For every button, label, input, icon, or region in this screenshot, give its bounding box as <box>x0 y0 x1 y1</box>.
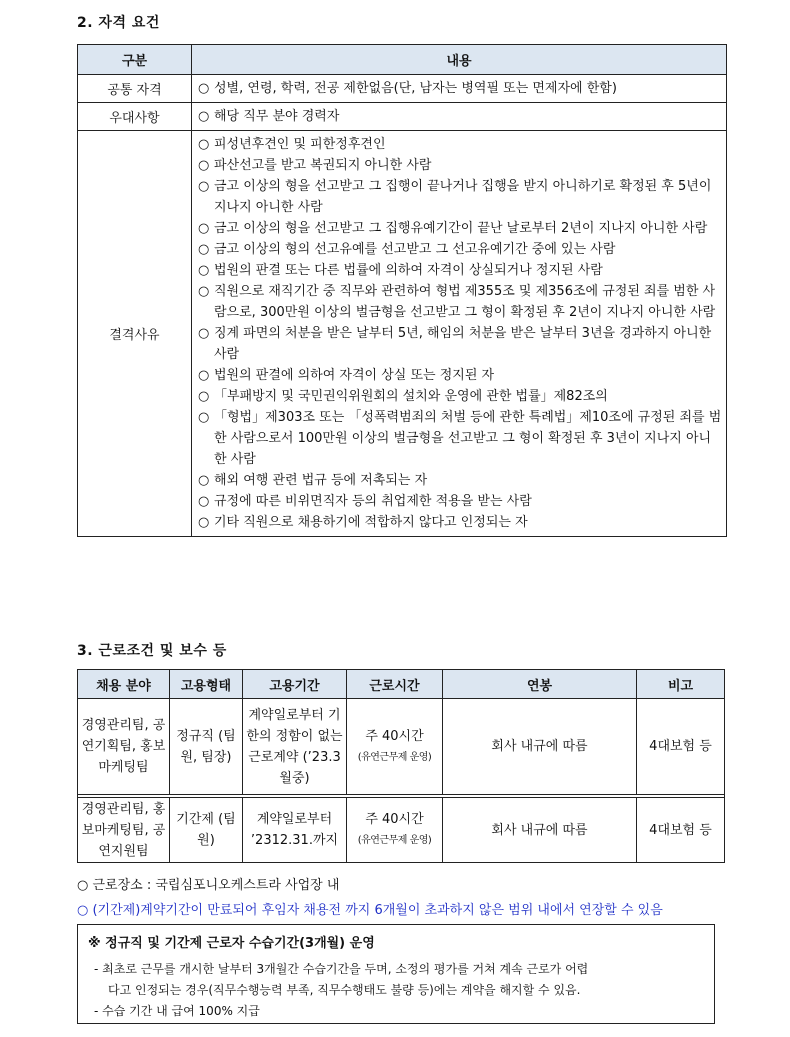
bullet-icon: ○ <box>198 263 210 278</box>
work-location-note: ○ 근로장소 : 국립심포니오케스트라 사업장 내 <box>77 878 340 893</box>
bullet-icon: ○ <box>198 158 210 173</box>
cell-type: 정규직 (팀원, 팀장) <box>170 699 243 795</box>
header-hours: 근로시간 <box>347 670 443 699</box>
header-period: 고용기간 <box>243 670 347 699</box>
cell-salary: 회사 내규에 따름 <box>443 798 637 863</box>
bullet-icon: ○ <box>198 179 210 194</box>
list-item <box>198 365 722 386</box>
cell-salary: 회사 내규에 따름 <box>443 699 637 795</box>
bullet-icon: ○ <box>198 410 210 425</box>
row-label-preferred: 우대사항 <box>78 103 192 131</box>
bullet-icon: ○ <box>198 284 210 299</box>
cell-period: 계약일로부터 ’2312.31.까지 <box>243 798 347 863</box>
table-row <box>78 75 727 103</box>
table-row <box>78 798 725 863</box>
list-item <box>198 260 722 281</box>
list-item <box>198 281 722 323</box>
list-item <box>198 323 722 365</box>
list-item <box>198 176 722 218</box>
bullet-icon: ○ <box>198 221 210 236</box>
bullet-icon: ○ <box>198 389 210 404</box>
list-item <box>198 78 722 99</box>
row-content-common <box>192 75 727 103</box>
bullet-icon: ○ <box>198 326 210 341</box>
list-item <box>198 239 722 260</box>
list-item <box>198 491 722 512</box>
table-row <box>78 131 727 537</box>
header-note: 비고 <box>637 670 725 699</box>
list-item-text: 금고 이상의 형을 선고받고 그 집행유예기간이 끝난 날로부터 2년이 지나지 아니한 사람 <box>214 221 708 236</box>
bullet-icon: ○ <box>198 515 210 530</box>
cell-type: 기간제 (팀원) <box>170 798 243 863</box>
list-item-text: 파산선고를 받고 복권되지 아니한 사람 <box>214 158 432 173</box>
cell-field: 경영관리팀, 공연기획팀, 홍보마케팅팀 <box>78 699 170 795</box>
contract-extension-note: ○ (기간제)계약기간이 만료되어 후임자 채용전 까지 6개월이 초과하지 않은 범위 내에서 연장할 수 있음 <box>77 903 663 918</box>
bullet-icon: ○ <box>198 242 210 257</box>
bullet-icon: ○ <box>198 81 210 96</box>
header-type: 고용형태 <box>170 670 243 699</box>
cell-note: 4대보험 등 <box>637 798 725 863</box>
list-item <box>198 386 722 407</box>
hours-note: (유연근무제 운영) <box>357 751 432 763</box>
list-item <box>198 407 722 470</box>
list-item-text: 법원의 판결 또는 다른 법률에 의하여 자격이 상실되거나 정지된 사람 <box>214 263 603 278</box>
list-item-text: 해외 여행 관련 법규 등에 저촉되는 자 <box>214 473 428 488</box>
list-item-text: 해당 직무 분야 경력자 <box>214 109 340 124</box>
list-item <box>198 134 722 155</box>
cell-hours <box>347 798 443 863</box>
list-item-text: 금고 이상의 형을 선고받고 그 집행이 끝나거나 집행을 받지 아니하기로 확정된 후 5년이 지나지 아니한 사람 <box>214 179 712 215</box>
table-row <box>78 699 725 795</box>
row-content-preferred <box>192 103 727 131</box>
probation-line-1: - 최초로 근무를 개시한 날부터 3개월간 수습기간을 두며, 소정의 평가를 거쳐 계속 근로가 어렵 <box>94 962 589 976</box>
probation-title: ※ 정규직 및 기간제 근로자 수습기간(3개월) 운영 <box>88 936 375 951</box>
list-item <box>198 470 722 491</box>
cell-period: 계약일로부터 기한의 정함이 없는 근로계약 (’23.3월중) <box>243 699 347 795</box>
header-field: 채용 분야 <box>78 670 170 699</box>
cell-field: 경영관리팀, 홍보마케팅팀, 공연지원팀 <box>78 798 170 863</box>
cell-hours <box>347 699 443 795</box>
probation-box <box>77 924 715 1024</box>
bullet-icon: ○ <box>198 368 210 383</box>
header-content: 내용 <box>192 45 727 75</box>
row-label-common: 공통 자격 <box>78 75 192 103</box>
list-item-text: 성별, 연령, 학력, 전공 제한없음(단, 남자는 병역필 또는 면제자에 한함) <box>214 81 617 96</box>
cell-note: 4대보험 등 <box>637 699 725 795</box>
list-item-text: 규정에 따른 비위면직자 등의 취업제한 적용을 받는 사람 <box>214 494 532 509</box>
bullet-icon: ○ <box>198 109 210 124</box>
list-item <box>198 218 722 239</box>
bullet-icon: ○ <box>198 137 210 152</box>
list-item <box>198 512 722 533</box>
list-item-text: 피성년후견인 및 피한정후견인 <box>214 137 386 152</box>
bullet-icon: ○ <box>198 494 210 509</box>
list-item-text: 기타 직원으로 채용하기에 적합하지 않다고 인정되는 자 <box>214 515 528 530</box>
row-content-disqualification <box>192 131 727 537</box>
section3-title: 3. 근로조건 및 보수 등 <box>77 643 227 659</box>
list-item-text: 징계 파면의 처분을 받은 날부터 5년, 해임의 처분을 받은 날부터 3년을 경과하지 아니한 사람 <box>214 326 712 362</box>
section2-title: 2. 자격 요건 <box>77 15 160 31</box>
probation-line-2: 다고 인정되는 경우(직무수행능력 부족, 직무수행태도 불량 등)에는 계약을 해지할 수 있음. <box>108 983 581 997</box>
list-item-text: 금고 이상의 형의 선고유예를 선고받고 그 선고유예기간 중에 있는 사람 <box>214 242 616 257</box>
list-item-text: 「형법」제303조 또는 「성폭력범죄의 처벌 등에 관한 특례법」제10조에 규정된 죄를 범한 사람으로서 100만원 이상의 벌금형을 선고받고 그 형이 확정된 후 3년이 지나지 아니한 사람 <box>214 410 722 467</box>
qualification-table <box>77 44 727 537</box>
list-item <box>198 155 722 176</box>
table-row <box>78 103 727 131</box>
list-item-text: 「부패방지 및 국민권익위원회의 설치와 운영에 관한 법률」제82조의 <box>214 389 608 404</box>
list-item-text: 직원으로 재직기간 중 직무와 관련하여 형법 제355조 및 제356조에 규정된 죄를 범한 사람으로, 300만원 이상의 벌금형을 선고받고 그 형이 확정된 후 2년이 지나지 아니한 사람 <box>214 284 716 320</box>
list-item <box>198 106 722 127</box>
header-category: 구분 <box>78 45 192 75</box>
row-label-disqualification: 결격사유 <box>78 131 192 537</box>
hours-note: (유연근무제 운영) <box>357 835 432 846</box>
bullet-icon: ○ <box>198 473 210 488</box>
list-item-text: 법원의 판결에 의하여 자격이 상실 또는 정지된 자 <box>214 368 495 383</box>
header-salary: 연봉 <box>443 670 637 699</box>
probation-line-3: - 수습 기간 내 급여 100% 지급 <box>94 1004 260 1018</box>
hours-text: 주 40시간 <box>365 728 424 744</box>
work-conditions-table <box>77 669 725 863</box>
hours-text: 주 40시간 <box>365 812 424 827</box>
